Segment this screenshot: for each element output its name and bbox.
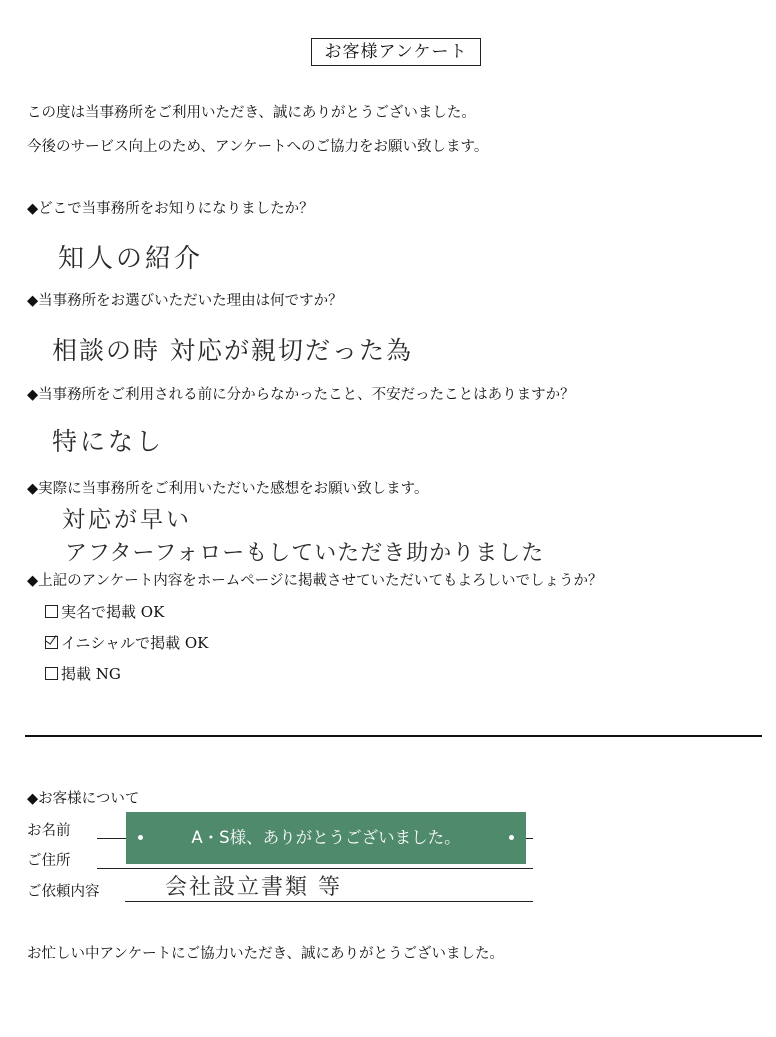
answer-4-line-1: 対応が早い — [62, 507, 192, 533]
answer-4-line-2: アフターフォローもしていただき助かりました — [65, 541, 545, 566]
address-label: ご住所 — [27, 853, 71, 869]
checkbox-no-publish[interactable] — [45, 667, 58, 680]
closing-text: お忙しい中アンケートにご協力いただき、誠にありがとうございました。 — [27, 946, 505, 962]
banner-dot-right — [509, 835, 514, 840]
option-no-publish-label: 掲載 NG — [61, 665, 121, 683]
checkbox-initials[interactable] — [45, 636, 58, 649]
answer-2: 相談の時 対応が親切だった為 — [52, 336, 413, 365]
intro-line-2: 今後のサービス向上のため、アンケートへのご協力をお願い致します。 — [27, 139, 489, 155]
section-divider — [25, 735, 762, 737]
option-real-name-label: 実名で掲載 OK — [61, 603, 165, 621]
answer-3: 特になし — [52, 427, 165, 456]
option-initials[interactable] — [45, 633, 208, 653]
request-label: ご依頼内容 — [27, 884, 100, 900]
question-5: ◆上記のアンケート内容をホームページに掲載させていただいてもよろしいでしょうか？ — [27, 573, 603, 589]
question-1: ◆どこで当事務所をお知りになりましたか？ — [27, 201, 314, 217]
banner-dot-left — [138, 835, 143, 840]
address-field-line — [97, 868, 533, 869]
banner-text: A・S様、ありがとうございました。 — [191, 828, 461, 847]
request-value: 会社設立書類 等 — [165, 875, 342, 900]
customer-heading: ◆お客様について — [27, 791, 140, 807]
thank-you-banner — [126, 812, 526, 864]
answer-1: 知人の紹介 — [58, 244, 204, 274]
intro-line-1: この度は当事務所をご利用いただき、誠にありがとうございました。 — [27, 105, 476, 121]
request-field-line — [125, 901, 533, 902]
question-3: ◆当事務所をご利用される前に分からなかったこと、不安だったことはありますか？ — [27, 387, 575, 403]
checkbox-real-name[interactable] — [45, 605, 58, 618]
option-initials-label: イニシャルで掲載 OK — [61, 634, 209, 652]
question-4: ◆実際に当事務所をご利用いただいた感想をお願い致します。 — [27, 481, 429, 497]
name-label: お名前 — [27, 823, 71, 839]
survey-title: お客様アンケート — [311, 38, 481, 66]
question-2: ◆当事務所をお選びいただいた理由は何ですか？ — [27, 293, 343, 309]
option-real-name[interactable] — [45, 602, 164, 622]
option-no-publish[interactable] — [45, 664, 121, 684]
